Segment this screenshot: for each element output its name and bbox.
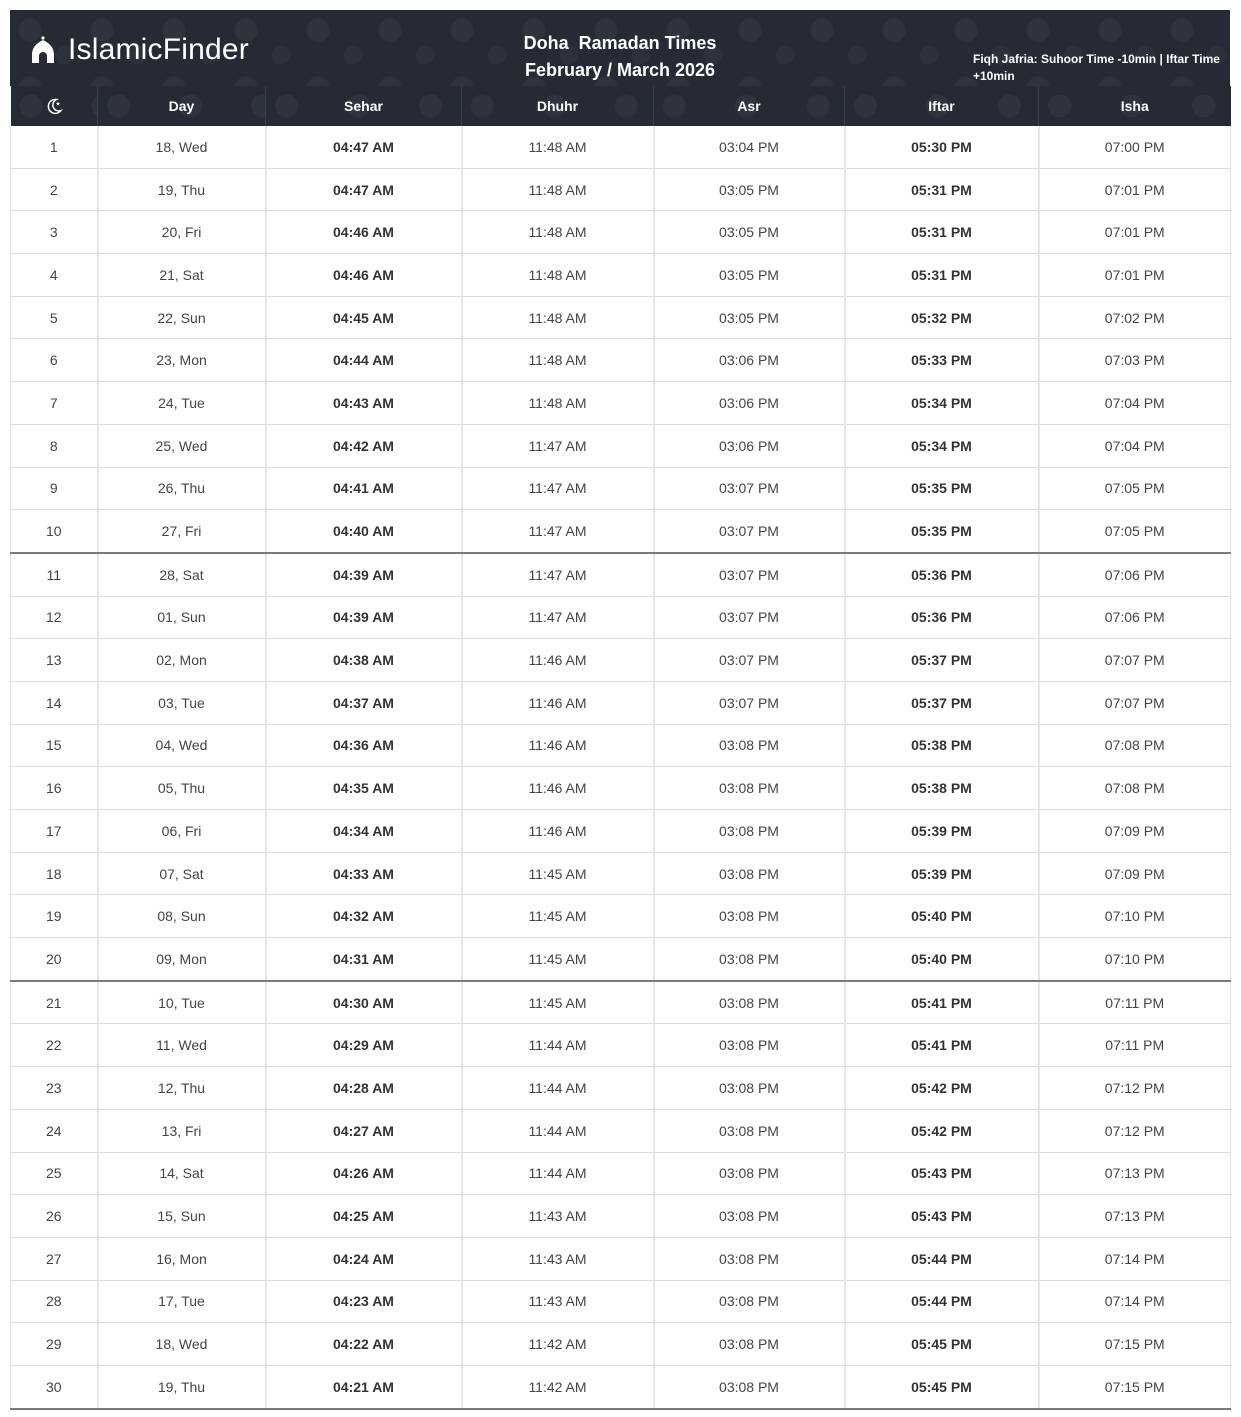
asr-cell: 03:07 PM bbox=[654, 467, 845, 510]
dhuhr-cell: 11:47 AM bbox=[462, 596, 654, 639]
isha-cell: 07:04 PM bbox=[1039, 424, 1231, 467]
table-row bbox=[11, 1109, 1231, 1152]
day-cell: 24, Tue bbox=[98, 382, 266, 425]
dhuhr-cell: 11:48 AM bbox=[462, 339, 654, 382]
ramadan-day-cell: 30 bbox=[11, 1365, 98, 1408]
ramadan-day-cell: 22 bbox=[11, 1024, 98, 1067]
sehar-cell: 04:46 AM bbox=[266, 211, 462, 254]
isha-cell: 07:11 PM bbox=[1039, 981, 1231, 1024]
ramadan-day-cell: 21 bbox=[11, 981, 98, 1024]
iftar-cell: 05:43 PM bbox=[845, 1152, 1039, 1195]
iftar-cell: 05:42 PM bbox=[845, 1109, 1039, 1152]
table-row bbox=[11, 767, 1231, 810]
day-cell: 28, Sat bbox=[98, 553, 266, 596]
dhuhr-cell: 11:42 AM bbox=[462, 1323, 654, 1366]
sehar-cell: 04:26 AM bbox=[266, 1152, 462, 1195]
ramadan-day-cell: 19 bbox=[11, 895, 98, 938]
isha-cell: 07:15 PM bbox=[1039, 1365, 1231, 1408]
day-cell: 21, Sat bbox=[98, 254, 266, 297]
sehar-cell: 04:47 AM bbox=[266, 126, 462, 168]
fiqh-note: Fiqh Jafria: Suhoor Time -10min | Iftar Time +10min bbox=[973, 52, 1220, 83]
asr-cell: 03:08 PM bbox=[654, 1365, 845, 1408]
day-cell: 08, Sun bbox=[98, 895, 266, 938]
table-row bbox=[11, 681, 1231, 724]
isha-cell: 07:09 PM bbox=[1039, 852, 1231, 895]
asr-cell: 03:05 PM bbox=[654, 211, 845, 254]
iftar-cell: 05:43 PM bbox=[845, 1195, 1039, 1238]
sehar-cell: 04:24 AM bbox=[266, 1237, 462, 1280]
sehar-cell: 04:32 AM bbox=[266, 895, 462, 938]
isha-cell: 07:08 PM bbox=[1039, 767, 1231, 810]
dhuhr-cell: 11:46 AM bbox=[462, 639, 654, 682]
table-row bbox=[11, 639, 1231, 682]
day-cell: 01, Sun bbox=[98, 596, 266, 639]
iftar-cell: 05:36 PM bbox=[845, 553, 1039, 596]
day-cell: 10, Tue bbox=[98, 981, 266, 1024]
asr-cell: 03:07 PM bbox=[654, 681, 845, 724]
iftar-cell: 05:33 PM bbox=[845, 339, 1039, 382]
day-cell: 16, Mon bbox=[98, 1237, 266, 1280]
asr-cell: 03:08 PM bbox=[654, 1152, 845, 1195]
dhuhr-cell: 11:44 AM bbox=[462, 1109, 654, 1152]
day-cell: 19, Thu bbox=[98, 1365, 266, 1408]
dhuhr-cell: 11:47 AM bbox=[462, 424, 654, 467]
sehar-cell: 04:45 AM bbox=[266, 296, 462, 339]
ramadan-day-cell: 11 bbox=[11, 553, 98, 596]
iftar-cell: 05:34 PM bbox=[845, 424, 1039, 467]
sehar-cell: 04:40 AM bbox=[266, 510, 462, 553]
ramadan-column-header bbox=[11, 86, 98, 126]
column-header-isha: Isha bbox=[1039, 86, 1231, 126]
dhuhr-cell: 11:43 AM bbox=[462, 1195, 654, 1238]
crescent-moon-icon bbox=[44, 96, 64, 116]
ramadan-day-cell: 24 bbox=[11, 1109, 98, 1152]
isha-cell: 07:07 PM bbox=[1039, 681, 1231, 724]
table-row bbox=[11, 510, 1231, 553]
dhuhr-cell: 11:48 AM bbox=[462, 296, 654, 339]
asr-cell: 03:08 PM bbox=[654, 767, 845, 810]
ramadan-day-cell: 26 bbox=[11, 1195, 98, 1238]
table-row bbox=[11, 938, 1231, 981]
asr-cell: 03:07 PM bbox=[654, 639, 845, 682]
dhuhr-cell: 11:44 AM bbox=[462, 1067, 654, 1110]
column-header-asr: Asr bbox=[654, 86, 845, 126]
table-row bbox=[11, 1280, 1231, 1323]
iftar-cell: 05:30 PM bbox=[845, 126, 1039, 168]
ramadan-day-cell: 14 bbox=[11, 681, 98, 724]
ramadan-day-cell: 29 bbox=[11, 1323, 98, 1366]
dhuhr-cell: 11:46 AM bbox=[462, 767, 654, 810]
isha-cell: 07:13 PM bbox=[1039, 1152, 1231, 1195]
table-row bbox=[11, 1323, 1231, 1366]
isha-cell: 07:05 PM bbox=[1039, 510, 1231, 553]
iftar-cell: 05:31 PM bbox=[845, 211, 1039, 254]
asr-cell: 03:05 PM bbox=[654, 168, 845, 211]
ramadan-day-cell: 28 bbox=[11, 1280, 98, 1323]
islamicfinder-logo bbox=[28, 30, 249, 70]
asr-cell: 03:05 PM bbox=[654, 296, 845, 339]
asr-cell: 03:06 PM bbox=[654, 339, 845, 382]
asr-cell: 03:07 PM bbox=[654, 596, 845, 639]
logo-text: IslamicFinder bbox=[68, 33, 249, 66]
ramadan-day-cell: 3 bbox=[11, 211, 98, 254]
isha-cell: 07:14 PM bbox=[1039, 1237, 1231, 1280]
iftar-cell: 05:37 PM bbox=[845, 639, 1039, 682]
table-row bbox=[11, 981, 1231, 1024]
ramadan-day-cell: 10 bbox=[11, 510, 98, 553]
sehar-cell: 04:22 AM bbox=[266, 1323, 462, 1366]
sehar-cell: 04:37 AM bbox=[266, 681, 462, 724]
iftar-cell: 05:35 PM bbox=[845, 467, 1039, 510]
iftar-cell: 05:35 PM bbox=[845, 510, 1039, 553]
asr-cell: 03:08 PM bbox=[654, 1067, 845, 1110]
day-cell: 06, Fri bbox=[98, 810, 266, 853]
sehar-cell: 04:38 AM bbox=[266, 639, 462, 682]
isha-cell: 07:08 PM bbox=[1039, 724, 1231, 767]
sehar-cell: 04:46 AM bbox=[266, 254, 462, 297]
sehar-cell: 04:33 AM bbox=[266, 852, 462, 895]
asr-cell: 03:08 PM bbox=[654, 981, 845, 1024]
asr-cell: 03:06 PM bbox=[654, 424, 845, 467]
sehar-cell: 04:31 AM bbox=[266, 938, 462, 981]
day-cell: 17, Tue bbox=[98, 1280, 266, 1323]
sehar-cell: 04:27 AM bbox=[266, 1109, 462, 1152]
column-header-day: Day bbox=[98, 86, 266, 126]
ramadan-day-cell: 8 bbox=[11, 424, 98, 467]
table-row bbox=[11, 254, 1231, 297]
ramadan-day-cell: 7 bbox=[11, 382, 98, 425]
sehar-cell: 04:28 AM bbox=[266, 1067, 462, 1110]
day-cell: 15, Sun bbox=[98, 1195, 266, 1238]
asr-cell: 03:08 PM bbox=[654, 810, 845, 853]
day-cell: 13, Fri bbox=[98, 1109, 266, 1152]
iftar-cell: 05:38 PM bbox=[845, 767, 1039, 810]
table-row bbox=[11, 810, 1231, 853]
ramadan-day-cell: 20 bbox=[11, 938, 98, 981]
dhuhr-cell: 11:45 AM bbox=[462, 895, 654, 938]
isha-cell: 07:01 PM bbox=[1039, 254, 1231, 297]
sehar-cell: 04:44 AM bbox=[266, 339, 462, 382]
table-row bbox=[11, 724, 1231, 767]
table-row bbox=[11, 211, 1231, 254]
iftar-cell: 05:31 PM bbox=[845, 254, 1039, 297]
iftar-cell: 05:36 PM bbox=[845, 596, 1039, 639]
sehar-cell: 04:39 AM bbox=[266, 553, 462, 596]
asr-cell: 03:04 PM bbox=[654, 126, 845, 168]
timetable-body bbox=[11, 126, 1231, 1409]
isha-cell: 07:14 PM bbox=[1039, 1280, 1231, 1323]
asr-cell: 03:08 PM bbox=[654, 1024, 845, 1067]
isha-cell: 07:01 PM bbox=[1039, 168, 1231, 211]
iftar-cell: 05:41 PM bbox=[845, 1024, 1039, 1067]
day-cell: 04, Wed bbox=[98, 724, 266, 767]
table-row bbox=[11, 1024, 1231, 1067]
table-row bbox=[11, 424, 1231, 467]
iftar-cell: 05:44 PM bbox=[845, 1280, 1039, 1323]
timetable-title bbox=[470, 30, 770, 84]
isha-cell: 07:15 PM bbox=[1039, 1323, 1231, 1366]
day-cell: 18, Wed bbox=[98, 1323, 266, 1366]
iftar-cell: 05:42 PM bbox=[845, 1067, 1039, 1110]
asr-cell: 03:07 PM bbox=[654, 553, 845, 596]
ramadan-timetable bbox=[10, 10, 1230, 1410]
isha-cell: 07:02 PM bbox=[1039, 296, 1231, 339]
column-header-sehar: Sehar bbox=[266, 86, 462, 126]
isha-cell: 07:11 PM bbox=[1039, 1024, 1231, 1067]
dhuhr-cell: 11:44 AM bbox=[462, 1024, 654, 1067]
ramadan-day-cell: 18 bbox=[11, 852, 98, 895]
ramadan-day-cell: 12 bbox=[11, 596, 98, 639]
iftar-cell: 05:32 PM bbox=[845, 296, 1039, 339]
dhuhr-cell: 11:47 AM bbox=[462, 467, 654, 510]
title-city: Doha Ramadan Times bbox=[523, 33, 717, 53]
ramadan-day-cell: 27 bbox=[11, 1237, 98, 1280]
day-cell: 18, Wed bbox=[98, 126, 266, 168]
timetable-header bbox=[10, 10, 1230, 86]
table-row bbox=[11, 1237, 1231, 1280]
sehar-cell: 04:23 AM bbox=[266, 1280, 462, 1323]
iftar-cell: 05:37 PM bbox=[845, 681, 1039, 724]
isha-cell: 07:04 PM bbox=[1039, 382, 1231, 425]
table-row bbox=[11, 1365, 1231, 1408]
table-row bbox=[11, 1152, 1231, 1195]
iftar-cell: 05:45 PM bbox=[845, 1323, 1039, 1366]
day-cell: 23, Mon bbox=[98, 339, 266, 382]
dhuhr-cell: 11:48 AM bbox=[462, 382, 654, 425]
iftar-cell: 05:34 PM bbox=[845, 382, 1039, 425]
table-row bbox=[11, 895, 1231, 938]
dhuhr-cell: 11:46 AM bbox=[462, 810, 654, 853]
day-cell: 22, Sun bbox=[98, 296, 266, 339]
ramadan-day-cell: 9 bbox=[11, 467, 98, 510]
sehar-cell: 04:47 AM bbox=[266, 168, 462, 211]
dhuhr-cell: 11:48 AM bbox=[462, 211, 654, 254]
dhuhr-cell: 11:43 AM bbox=[462, 1237, 654, 1280]
iftar-cell: 05:41 PM bbox=[845, 981, 1039, 1024]
asr-cell: 03:08 PM bbox=[654, 1237, 845, 1280]
sehar-cell: 04:42 AM bbox=[266, 424, 462, 467]
ramadan-day-cell: 15 bbox=[11, 724, 98, 767]
table-row bbox=[11, 1195, 1231, 1238]
asr-cell: 03:08 PM bbox=[654, 1109, 845, 1152]
iftar-cell: 05:39 PM bbox=[845, 852, 1039, 895]
iftar-cell: 05:40 PM bbox=[845, 895, 1039, 938]
sehar-cell: 04:21 AM bbox=[266, 1365, 462, 1408]
sehar-cell: 04:29 AM bbox=[266, 1024, 462, 1067]
sehar-cell: 04:36 AM bbox=[266, 724, 462, 767]
asr-cell: 03:08 PM bbox=[654, 1323, 845, 1366]
day-cell: 25, Wed bbox=[98, 424, 266, 467]
day-cell: 07, Sat bbox=[98, 852, 266, 895]
dhuhr-cell: 11:43 AM bbox=[462, 1280, 654, 1323]
day-cell: 02, Mon bbox=[98, 639, 266, 682]
day-cell: 20, Fri bbox=[98, 211, 266, 254]
asr-cell: 03:08 PM bbox=[654, 1195, 845, 1238]
ramadan-day-cell: 25 bbox=[11, 1152, 98, 1195]
asr-cell: 03:08 PM bbox=[654, 895, 845, 938]
sehar-cell: 04:43 AM bbox=[266, 382, 462, 425]
isha-cell: 07:10 PM bbox=[1039, 938, 1231, 981]
table-row bbox=[11, 553, 1231, 596]
table-row bbox=[11, 296, 1231, 339]
dhuhr-cell: 11:42 AM bbox=[462, 1365, 654, 1408]
iftar-cell: 05:31 PM bbox=[845, 168, 1039, 211]
isha-cell: 07:09 PM bbox=[1039, 810, 1231, 853]
timetable bbox=[10, 86, 1231, 1410]
table-row bbox=[11, 339, 1231, 382]
ramadan-day-cell: 17 bbox=[11, 810, 98, 853]
table-row bbox=[11, 168, 1231, 211]
day-cell: 19, Thu bbox=[98, 168, 266, 211]
dhuhr-cell: 11:45 AM bbox=[462, 981, 654, 1024]
ramadan-day-cell: 5 bbox=[11, 296, 98, 339]
column-header-iftar: Iftar bbox=[845, 86, 1039, 126]
isha-cell: 07:06 PM bbox=[1039, 596, 1231, 639]
table-row bbox=[11, 852, 1231, 895]
dhuhr-cell: 11:45 AM bbox=[462, 852, 654, 895]
isha-cell: 07:10 PM bbox=[1039, 895, 1231, 938]
isha-cell: 07:07 PM bbox=[1039, 639, 1231, 682]
table-row bbox=[11, 1067, 1231, 1110]
dhuhr-cell: 11:47 AM bbox=[462, 510, 654, 553]
dhuhr-cell: 11:46 AM bbox=[462, 681, 654, 724]
ramadan-day-cell: 2 bbox=[11, 168, 98, 211]
ramadan-day-cell: 4 bbox=[11, 254, 98, 297]
dhuhr-cell: 11:48 AM bbox=[462, 168, 654, 211]
table-row bbox=[11, 382, 1231, 425]
mosque-dome-icon bbox=[28, 35, 58, 65]
isha-cell: 07:12 PM bbox=[1039, 1067, 1231, 1110]
day-cell: 14, Sat bbox=[98, 1152, 266, 1195]
asr-cell: 03:08 PM bbox=[654, 938, 845, 981]
asr-cell: 03:07 PM bbox=[654, 510, 845, 553]
iftar-cell: 05:40 PM bbox=[845, 938, 1039, 981]
isha-cell: 07:05 PM bbox=[1039, 467, 1231, 510]
day-cell: 27, Fri bbox=[98, 510, 266, 553]
sehar-cell: 04:25 AM bbox=[266, 1195, 462, 1238]
table-row bbox=[11, 126, 1231, 168]
ramadan-day-cell: 16 bbox=[11, 767, 98, 810]
day-cell: 12, Thu bbox=[98, 1067, 266, 1110]
ramadan-day-cell: 13 bbox=[11, 639, 98, 682]
isha-cell: 07:01 PM bbox=[1039, 211, 1231, 254]
sehar-cell: 04:41 AM bbox=[266, 467, 462, 510]
iftar-cell: 05:39 PM bbox=[845, 810, 1039, 853]
dhuhr-cell: 11:47 AM bbox=[462, 553, 654, 596]
isha-cell: 07:12 PM bbox=[1039, 1109, 1231, 1152]
table-row bbox=[11, 467, 1231, 510]
sehar-cell: 04:34 AM bbox=[266, 810, 462, 853]
day-cell: 11, Wed bbox=[98, 1024, 266, 1067]
sehar-cell: 04:30 AM bbox=[266, 981, 462, 1024]
isha-cell: 07:06 PM bbox=[1039, 553, 1231, 596]
table-row bbox=[11, 596, 1231, 639]
dhuhr-cell: 11:46 AM bbox=[462, 724, 654, 767]
asr-cell: 03:05 PM bbox=[654, 254, 845, 297]
isha-cell: 07:13 PM bbox=[1039, 1195, 1231, 1238]
asr-cell: 03:06 PM bbox=[654, 382, 845, 425]
iftar-cell: 05:45 PM bbox=[845, 1365, 1039, 1408]
asr-cell: 03:08 PM bbox=[654, 1280, 845, 1323]
day-cell: 09, Mon bbox=[98, 938, 266, 981]
title-months: February / March 2026 bbox=[524, 60, 716, 80]
isha-cell: 07:03 PM bbox=[1039, 339, 1231, 382]
ramadan-day-cell: 23 bbox=[11, 1067, 98, 1110]
dhuhr-cell: 11:44 AM bbox=[462, 1152, 654, 1195]
dhuhr-cell: 11:48 AM bbox=[462, 126, 654, 168]
iftar-cell: 05:38 PM bbox=[845, 724, 1039, 767]
table-header-row bbox=[11, 86, 1231, 126]
ramadan-day-cell: 6 bbox=[11, 339, 98, 382]
isha-cell: 07:00 PM bbox=[1039, 126, 1231, 168]
day-cell: 26, Thu bbox=[98, 467, 266, 510]
column-header-dhuhr: Dhuhr bbox=[462, 86, 654, 126]
iftar-cell: 05:44 PM bbox=[845, 1237, 1039, 1280]
day-cell: 03, Tue bbox=[98, 681, 266, 724]
dhuhr-cell: 11:48 AM bbox=[462, 254, 654, 297]
dhuhr-cell: 11:45 AM bbox=[462, 938, 654, 981]
ramadan-day-cell: 1 bbox=[11, 126, 98, 168]
asr-cell: 03:08 PM bbox=[654, 724, 845, 767]
sehar-cell: 04:35 AM bbox=[266, 767, 462, 810]
sehar-cell: 04:39 AM bbox=[266, 596, 462, 639]
day-cell: 05, Thu bbox=[98, 767, 266, 810]
asr-cell: 03:08 PM bbox=[654, 852, 845, 895]
